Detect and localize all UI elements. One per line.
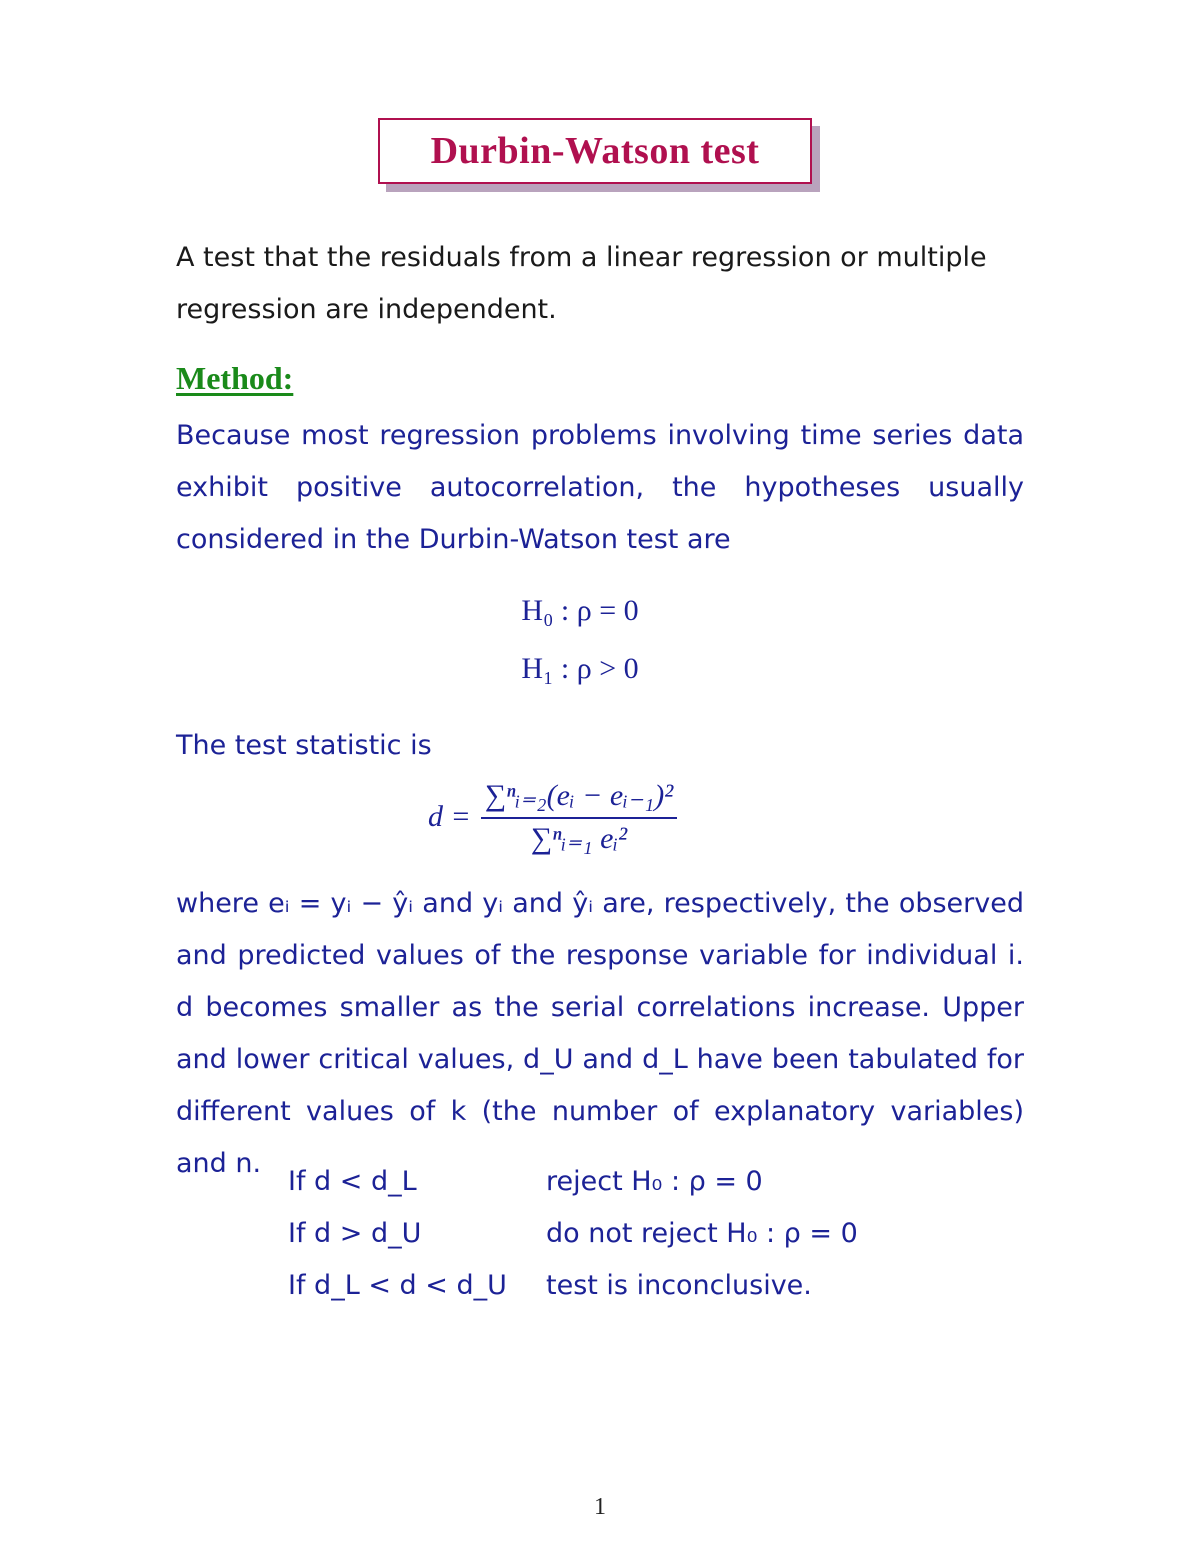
rule-action: do not reject H₀ : ρ = 0 [546, 1217, 858, 1249]
formula-lhs: d = [428, 800, 471, 833]
decision-rules [288, 1155, 858, 1311]
alternative-hypothesis: H₁ : ρ > 0 [521, 652, 639, 685]
method-heading: Method: [176, 360, 294, 396]
dw-formula [428, 778, 677, 856]
formula-fraction [481, 778, 677, 856]
formula-denominator: ∑ⁿᵢ₌₁ eᵢ² [530, 822, 628, 855]
rule-condition: If d_L < d < d_U [288, 1269, 507, 1301]
rule-row [288, 1259, 858, 1311]
method-paragraph: Because most regression problems involving time series data exhibit positive autocorrelation, the hypotheses usually considered in the Durbin-Watson test are [176, 420, 1024, 555]
rule-condition: If d < d_L [288, 1165, 417, 1197]
rule-condition: If d > d_U [288, 1217, 422, 1249]
title-frame [378, 118, 812, 184]
intro-paragraph: A test that the residuals from a linear regression or multiple regression are independent. [176, 242, 987, 325]
formula-numerator: ∑ⁿᵢ₌₂(eᵢ − eᵢ₋₁)² [481, 778, 677, 819]
rule-row [288, 1207, 858, 1259]
rule-action: reject H₀ : ρ = 0 [546, 1165, 763, 1197]
rule-row [288, 1155, 858, 1207]
statistic-label: The test statistic is [176, 730, 432, 761]
page-number: 1 [594, 1494, 606, 1520]
title-box [378, 118, 812, 184]
rule-action: test is inconclusive. [546, 1269, 812, 1301]
page-title: Durbin-Watson test [430, 130, 760, 172]
explanation-paragraph: where eᵢ = yᵢ − ŷᵢ and yᵢ and ŷᵢ are, respectively, the observed and predicted values of the response variable for individual i. d becomes smaller as the serial correlations increase. Upper and lower critical values, d_U and d_L have been tabulated for different values of k (the number of explanatory variables) and n. [176, 888, 1024, 1179]
null-hypothesis: H₀ : ρ = 0 [521, 594, 639, 627]
